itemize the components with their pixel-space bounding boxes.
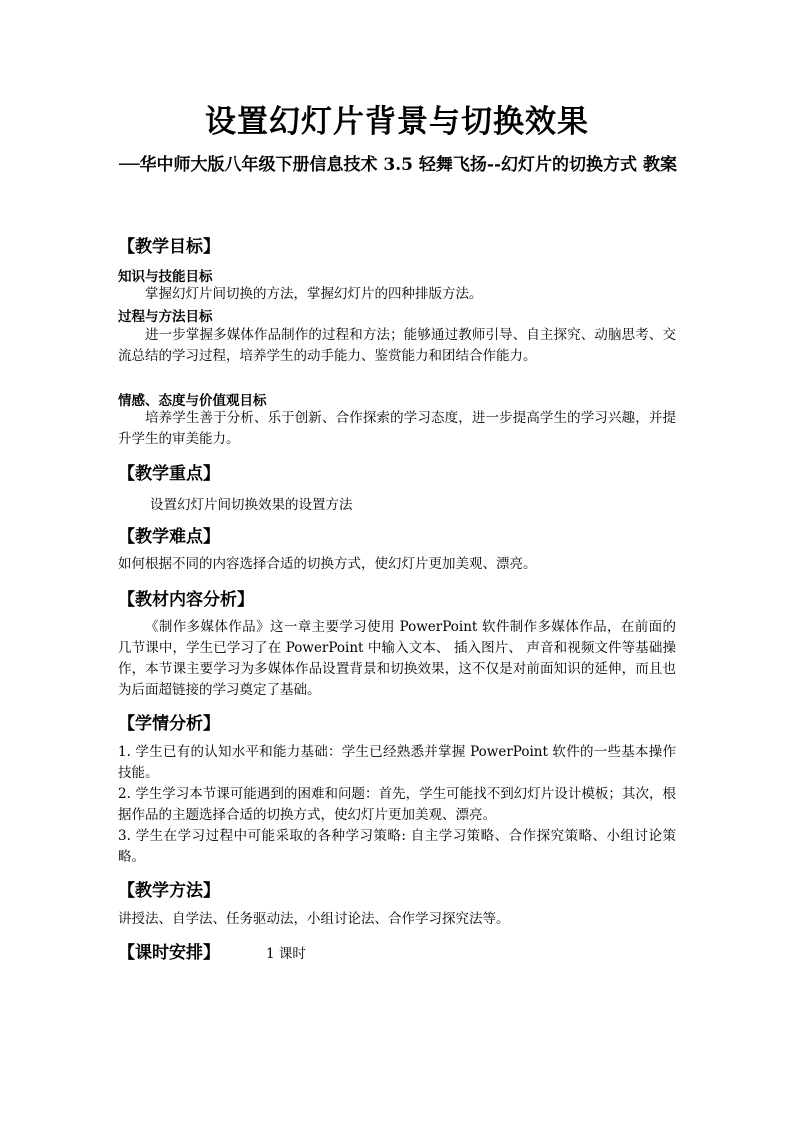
- knowledge-goal-heading: 知识与技能目标: [118, 269, 213, 285]
- goals-heading: 【教学目标】: [118, 237, 220, 257]
- students-item-3: 3. 学生在学习过程中可能采取的各种学习策略: 自主学习策略、合作探究策略、小组讨论策略。: [118, 828, 676, 865]
- emotion-goal-heading: 情感、态度与价值观目标: [118, 393, 267, 409]
- students-item-1: 1. 学生已有的认知水平和能力基础：学生已经熟悉并掌握 PowerPoint 软件的一些基本操作技能。: [118, 744, 676, 781]
- key-points-heading: 【教学重点】: [118, 464, 220, 484]
- key-points-text: 设置幻灯片间切换效果的设置方法: [150, 497, 353, 513]
- emotion-goal-text: 培养学生善于分析、乐于创新、合作探索的学习态度，进一步提高学生的学习兴趣，并提升学生的审美能力。: [118, 410, 676, 447]
- document-subtitle: ──华中师大版八年级下册信息技术 3.5 轻舞飞扬--幻灯片的切换方式 教案: [119, 155, 677, 175]
- material-text: 《制作多媒体作品》这一章主要学习使用 PowerPoint 软件制作多媒体作品，在前面的几节课中，学生已学习了在 PowerPoint 中输入文本、 插入图片、 声音和视频文件等基础操作，本节课主要学习为多媒体作品设置背景和切换效果，这不仅是对前面知识的延伸，而且也为后面超链接的学习奠定了基础。: [118, 619, 676, 698]
- students-heading: 【学情分析】: [118, 714, 220, 734]
- schedule-heading: 【课时安排】: [118, 943, 220, 963]
- material-heading: 【教材内容分析】: [118, 590, 254, 610]
- process-goal-heading: 过程与方法目标: [118, 309, 213, 325]
- methods-heading: 【教学方法】: [118, 881, 220, 901]
- schedule-text: 1 课时: [266, 946, 306, 962]
- process-goal-text: 进一步掌握多媒体作品制作的过程和方法；能够通过教师引导、自主探究、动脑思考、交流总结的学习过程，培养学生的动手能力、鉴赏能力和团结合作能力。: [118, 327, 676, 364]
- difficulties-heading: 【教学难点】: [118, 527, 220, 547]
- knowledge-goal-text: 掌握幻灯片间切换的方法，掌握幻灯片的四种排版方法。: [145, 286, 483, 302]
- methods-text: 讲授法、自学法、任务驱动法，小组讨论法、合作学习探究法等。: [118, 911, 510, 927]
- document-title: 设置幻灯片背景与切换效果: [205, 104, 589, 140]
- difficulties-text: 如何根据不同的内容选择合适的切换方式，使幻灯片更加美观、漂亮。: [118, 556, 537, 572]
- students-item-2: 2. 学生学习本节课可能遇到的困难和问题：首先，学生可能找不到幻灯片设计模板；其次，根据作品的主题选择合适的切换方式，使幻灯片更加美观、漂亮。: [118, 786, 676, 823]
